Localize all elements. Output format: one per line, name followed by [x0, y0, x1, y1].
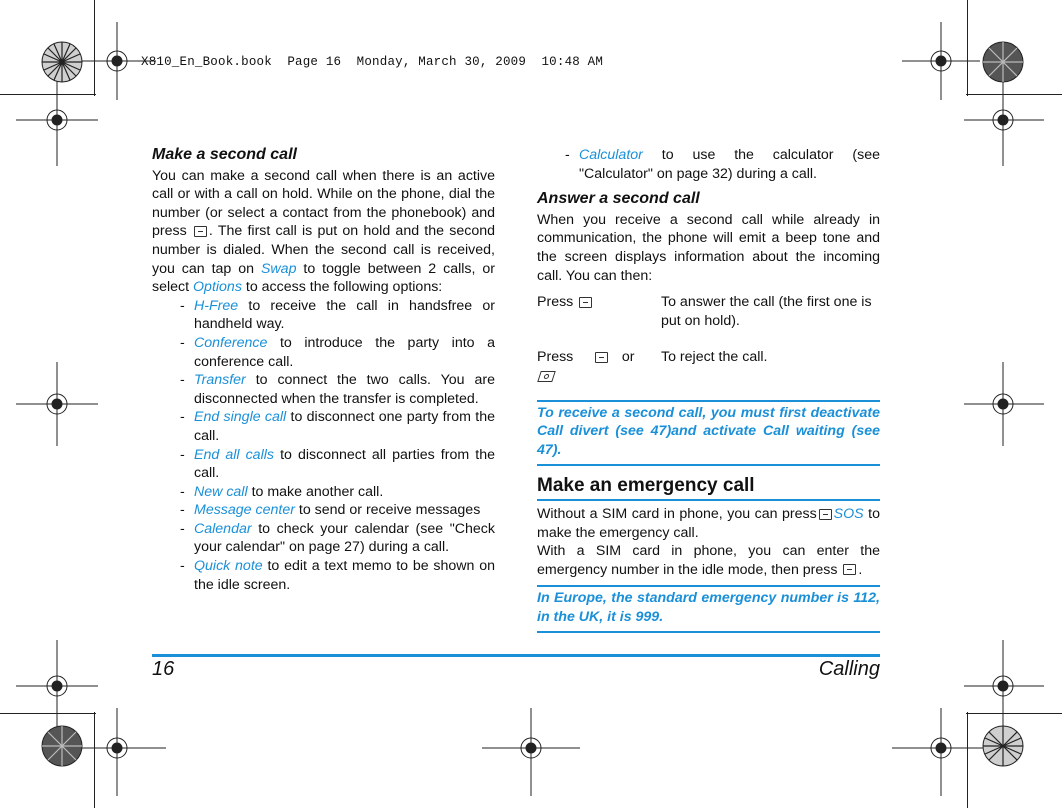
call-waiting-note: To receive a second call, you must first deactivate Call divert (see 47)and activate Call waiting (see 47).: [537, 400, 880, 467]
emergency-paragraph-2: With a SIM card in phone, you can enter the emergency number in the idle mode, then press .: [537, 543, 880, 578]
intro-paragraph: You can make a second call when there is an active call or with a call on hold. While on the phone, dial the number (or select a contact from the phonebook) and press . The first call is put on hold and the second number is dialed. When the second call is received, you can tap on Swap to toggle between 2 calls, or select Options to access the following options:: [152, 167, 495, 296]
book-stamp: X810_En_Book.book Page 16 Monday, March 30, 2009 10:48 AM: [141, 55, 604, 69]
call-key-icon: [819, 509, 832, 520]
target-bottom-left: [78, 708, 166, 796]
target-right-upper: [964, 78, 1044, 166]
heading-answer-second-call: Answer a second call: [537, 190, 700, 208]
options-label: Options: [193, 279, 242, 296]
list-item: - Quick note to edit a text memo to be shown on the idle screen.: [180, 558, 495, 593]
target-right-mid: [964, 362, 1044, 446]
heading-rule: [537, 499, 880, 501]
list-item: - New call to make another call.: [180, 483, 384, 500]
target-top-right: [902, 22, 980, 100]
star-target-bottom-right: [983, 726, 1023, 766]
list-item: - End all calls to disconnect all parties from the call.: [180, 446, 495, 482]
list-item: - Calendar to check your calendar (see "Check your calendar" on page 27) during a call.: [180, 520, 495, 556]
list-item: - End single call to disconnect one party from the call.: [180, 409, 495, 444]
answer-table: [537, 293, 880, 403]
call-key-icon: [579, 297, 592, 308]
target-bottom-right: [892, 708, 990, 796]
target-left-mid: [16, 362, 98, 446]
hangup-key-icon: [537, 371, 556, 382]
table-row: Press To answer the call (the first one is put on hold).: [537, 294, 872, 329]
page-number: 16: [152, 658, 175, 680]
calculator-item: [537, 146, 880, 183]
section-title: Calling: [818, 658, 880, 680]
footer-rule: [152, 654, 880, 657]
heading-second-call: Make a second call: [152, 146, 297, 163]
swap-option: Swap: [260, 260, 297, 277]
list-item: - Transfer to connect the two calls. You are disconnected when the transfer is completed.: [180, 372, 495, 407]
list-item: - H-Free to receive the call in handsfree or handheld way.: [180, 297, 495, 333]
list-item: - Message center to send or receive messages: [180, 502, 481, 519]
star-target-top-left: [42, 42, 82, 82]
end-key-icon: [595, 352, 608, 363]
options-list: [152, 297, 495, 595]
list-item: - Calculator to use the calculator (see "Calculator" on page 32) during a call.: [565, 147, 880, 182]
emergency-number-note: In Europe, the standard emergency number is 112, in the UK, it is 999.: [537, 585, 880, 633]
sos-option: SOS: [833, 505, 864, 522]
answer-intro: When you receive a second call while already in communication, the phone will emit a beep tone and the screen displays information about the incoming call. You can then:: [537, 211, 880, 284]
star-target-bottom-left: [42, 726, 82, 766]
target-left-upper: [16, 78, 98, 166]
left-column: [152, 146, 495, 594]
table-row: Press or To reject the call.: [537, 348, 880, 403]
target-bottom-center: [482, 708, 580, 796]
emergency-paragraph-1: Without a SIM card in phone, you can press SOS to make the emergency call.: [537, 505, 880, 541]
heading-emergency-call: Make an emergency call: [537, 475, 755, 497]
star-target-top-right: [983, 42, 1023, 82]
list-item: - Conference to introduce the party into a conference call.: [180, 334, 495, 370]
call-key-icon: [843, 564, 856, 575]
target-right-lower: [964, 640, 1044, 728]
target-left-lower: [16, 640, 98, 728]
call-key-icon: [194, 226, 207, 237]
right-column: [537, 146, 880, 633]
